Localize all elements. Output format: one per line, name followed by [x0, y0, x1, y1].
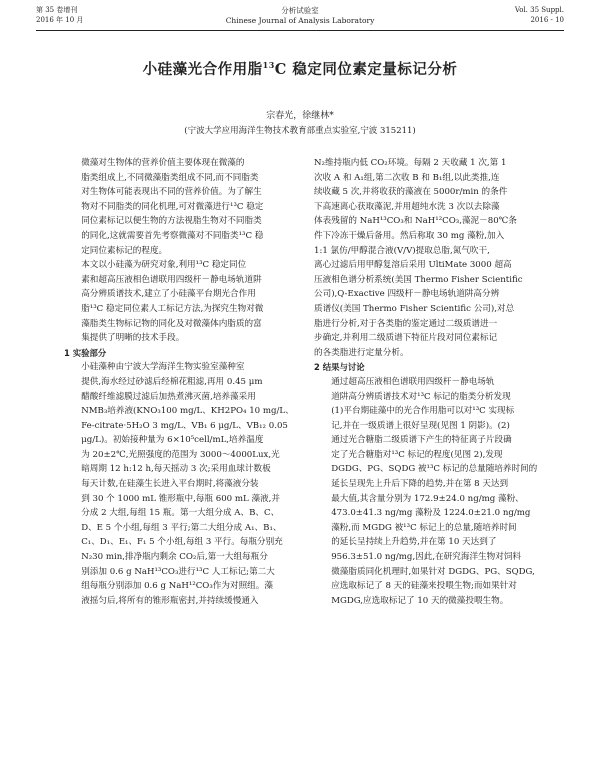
header-issue-info: Vol. 35 Suppl. 2016 - 10 [514, 6, 564, 24]
intro-paragraph-2: 本文以小硅藻为研究对象,利用¹³C 稳定同位 素和超高压液相色谱联用四级杆－静电场轨道阱 高分辨质谱技术,建立了小硅藻平台期光合作用 脂¹³C 稳定同位素人工标记方法,为探究生物对微 藻脂类生物标记物的同化及对微藻体内脂质的富 集提供了明晰的技术手段。 [81, 260, 264, 344]
section-heading-results: 2 结果与讨论 [314, 362, 365, 373]
article-authors: 宗春光，徐继林* [266, 111, 334, 121]
author-affiliation: (宁波大学应用海洋生物技术教育部重点实验室,宁波 315211) [184, 126, 416, 136]
section-heading-experimental: 1 实验部分 [64, 347, 107, 358]
intro-paragraph-1: 微藻对生物体的营养价值主要体现在微藻的 脂类组成上,不同微藻脂类组成不同,而不同脂类 对生物体可能表现出不同的营养价值。为了解生 物对不同脂类的同化机理,可对微藻进行¹³C 稳定 同位素标记以便生物的方法视脂生物对不同脂类 的同化,这就需要首先考察微藻对不同脂类¹³C 稳 定同位素标记的程度。 [81, 158, 264, 256]
running-header [36, 6, 564, 31]
right-column [314, 156, 554, 608]
header-volume-info: 第 35 卷增刊 2016 年 10 月 [36, 6, 84, 24]
left-column [64, 156, 304, 608]
article-title: 小硅藻光合作用脂$^{13}$C 稳定同位素定量标记分析 [142, 60, 458, 78]
header-journal-name: 分析试验室 Chinese Journal of Analysis Laboratory [225, 6, 375, 25]
experimental-paragraph-continued: N₂维持瓶内低 CO₂环境。每隔 2 天收藏 1 次,第 1 次收 A 和 A₁组,第二次收 B 和 B₁组,以此类推,连 续收藏 5 次,并将收获的藻液在 5000r/min 的条件 下高速离心获取藻泥,并用超纯水洗 3 次以去除藻 体表残留的 NaH¹³CO₃和 NaH¹²CO₃,藻泥－80℃条 件下冷冻干燥后备用。然后称取 30 mg 藻粉,加入 1:1 氯仿/甲醇混合液(V/V)提取总脂,氮气吹干, 离心过滤后用甲醇复溶后采用 UltiMate 3000 超高 压液相色谱分析系统(美国 Thermo Fisher Scientific 公司),Q-Exactive 四级杆－静电场轨道阱高分辨 质谱仪(美国 Thermo Fisher Scientific 公司),对总 脂进行分析,对于各类脂的鉴定通过二级质谱进一 步确定,并利用二级质谱下特征片段对同位素标记 的各类脂进行定量分析。 [314, 158, 523, 358]
results-paragraph: 通过超高压液相色谱联用四级杆－静电场轨 道阱高分辨质谱技术对¹³C 标记的脂类分析发现 (1)平台期硅藻中的光合作用脂可以对¹³C 实现标 记,并在一级质谱上很好呈现(见图 1 阴影)。(2) 通过光合糖脂二级质谱下产生的特征离子片段确 定了光合糖脂对¹³C 标记的程度(见图 2),发现 DGDG、PG、SQDG 被¹³C 标记的总量随培养时间的 延长呈现先上升后下降的趋势,并在第 8 天达到 最大值,其含量分别为 172.9±24.0 ng/mg 藻粉、 473.0±41.3 ng/mg 藻粉及 1224.0±21.0 ng/mg 藻粉,而 MGDG 被¹³C 标记上的总量,随培养时间 的延长呈持续上升趋势,并在第 10 天达到了 956.3±51.0 ng/mg,因此,在研究海洋生物对饲料 微藻脂质同化机理时,如果针对 DGDG、PG、SQDG, 应选取标记了 8 天的硅藻来投喂生物;而如果针对 MGDG,应选取标记了 10 天的微藻投喂生物。 [331, 376, 538, 606]
experimental-paragraph: 小硅藻种由宁波大学海洋生物实验室藻种室 提供,海水经过砂滤后经棉花粗滤,再用 0.45 μm 醋酸纤维滤膜过滤后加热煮沸灭菌,培养藻采用 NMB₃培养液(KNO₃100 mg/L、KH2PO₄ 10 mg/L、 Fe-citrate·5H₂O 3 mg/L、VB₁ 6 μg/L、VB₁₂ 0.05 μg/L)。初始接种量为 6×10⁵cell/mL,培养温度 为 20±2℃,光照强度的范围为 3000～4000Lux,光 暗周期 12 h:12 h,每天摇动 3 次;采用血球计数板 每天计数,在硅藻生长进入平台期时,将藻液分装 到 30 个 1000 mL 锥形瓶中,每瓶 600 mL 藻液,并 分成 2 大组,每组 15 瓶。第一大组分成 A、B、C、 D、E 5 个小组,每组 3 平行;第二大组分成 A₁、B₁、 C₁、D₁、E₁、F₁ 5 个小组,每组 3 平行。每瓶分别充 N₂30 min,排净瓶内剩余 CO₂后,第一大组每瓶分 别添加 0.6 g NaH¹³CO₃进行¹³C 人工标记;第二大 组每瓶分别添加 0.6 g NaH¹²CO₃作为对照组。藻 液摇匀后,将所有的锥形瓶密封,并持续缓慢通入 [81, 362, 294, 606]
